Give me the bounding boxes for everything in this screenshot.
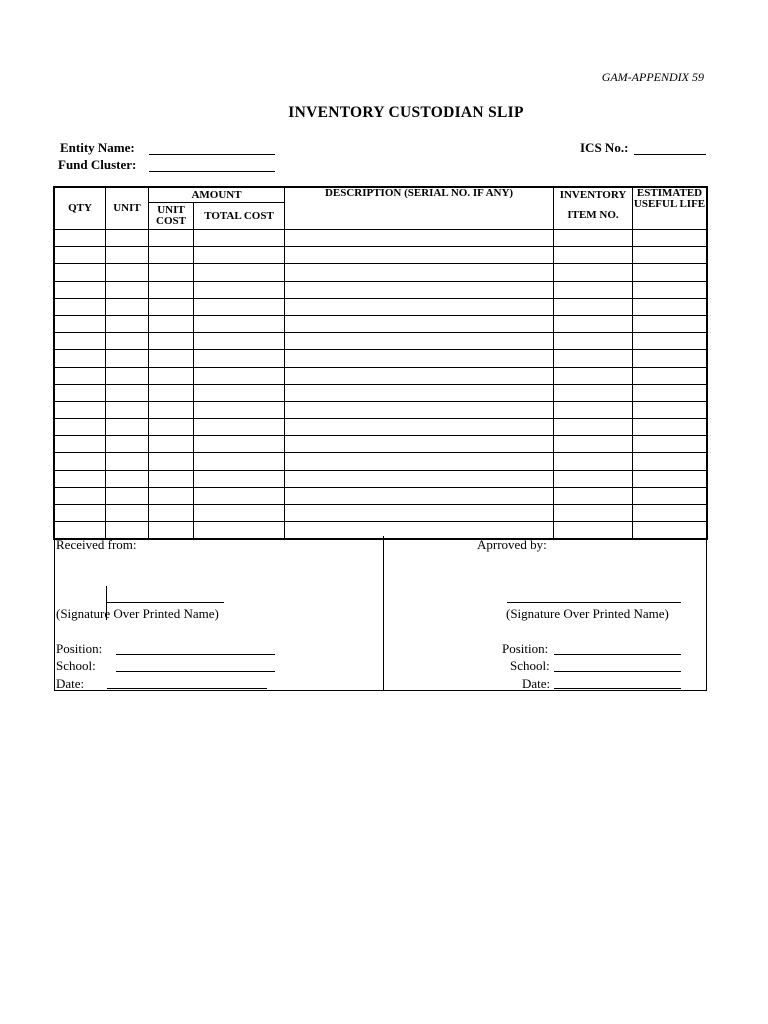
total-cost-cell[interactable] bbox=[194, 298, 285, 315]
approved-school-field[interactable] bbox=[554, 671, 681, 672]
inventory-header: INVENTORY bbox=[554, 188, 633, 203]
unit-cost-cell[interactable] bbox=[149, 281, 194, 298]
qty-header: QTY bbox=[55, 188, 106, 230]
useful-life-cell[interactable] bbox=[633, 384, 707, 401]
useful-life-cell[interactable] bbox=[633, 350, 707, 367]
table-row bbox=[55, 298, 707, 315]
table-row bbox=[55, 453, 707, 470]
table-row bbox=[55, 247, 707, 264]
qty-cell[interactable] bbox=[55, 401, 106, 418]
description-cell[interactable] bbox=[285, 367, 554, 384]
estimated-useful-life-header: ESTIMATED USEFUL LIFE bbox=[633, 188, 707, 230]
useful-life-cell[interactable] bbox=[633, 281, 707, 298]
qty-cell[interactable] bbox=[55, 298, 106, 315]
unit-cost-cell[interactable] bbox=[149, 453, 194, 470]
received-from-signature-line[interactable] bbox=[106, 602, 224, 603]
item-no-cell[interactable] bbox=[554, 247, 633, 264]
item-no-cell[interactable] bbox=[554, 367, 633, 384]
received-date-label: Date: bbox=[56, 676, 85, 691]
qty-cell[interactable] bbox=[55, 264, 106, 281]
qty-cell[interactable] bbox=[55, 315, 106, 332]
approved-date-field[interactable] bbox=[554, 688, 681, 689]
unit-cost-cell[interactable] bbox=[149, 470, 194, 487]
useful-life-cell[interactable] bbox=[633, 367, 707, 384]
unit-cost-cell[interactable] bbox=[149, 315, 194, 332]
unit-cost-cell[interactable] bbox=[149, 350, 194, 367]
table-row bbox=[55, 367, 707, 384]
useful-life-cell[interactable] bbox=[633, 470, 707, 487]
entity-name-field[interactable] bbox=[149, 141, 275, 155]
item-no-cell[interactable] bbox=[554, 505, 633, 522]
total-cost-cell[interactable] bbox=[194, 436, 285, 453]
total-cost-cell[interactable] bbox=[194, 333, 285, 350]
description-cell[interactable] bbox=[285, 487, 554, 504]
unit-cost-cell[interactable] bbox=[149, 298, 194, 315]
approved-school-label: School: bbox=[510, 658, 550, 673]
description-cell[interactable] bbox=[285, 350, 554, 367]
table-row bbox=[55, 350, 707, 367]
table-row bbox=[55, 333, 707, 350]
table-row bbox=[55, 315, 707, 332]
qty-cell[interactable] bbox=[55, 505, 106, 522]
total-cost-cell[interactable] bbox=[194, 419, 285, 436]
description-cell[interactable] bbox=[285, 436, 554, 453]
description-cell[interactable] bbox=[285, 281, 554, 298]
description-cell[interactable] bbox=[285, 470, 554, 487]
description-header: DESCRIPTION (SERIAL NO. IF ANY) bbox=[285, 188, 554, 230]
unit-cost-cell[interactable] bbox=[149, 401, 194, 418]
received-from-signature-caption: (Signature Over Printed Name) bbox=[56, 606, 219, 621]
unit-cell[interactable] bbox=[106, 264, 149, 281]
table-row bbox=[55, 505, 707, 522]
table-row bbox=[55, 281, 707, 298]
unit-cell[interactable] bbox=[106, 505, 149, 522]
total-cost-cell[interactable] bbox=[194, 384, 285, 401]
useful-life-cell[interactable] bbox=[633, 247, 707, 264]
item-no-cell[interactable] bbox=[554, 401, 633, 418]
qty-cell[interactable] bbox=[55, 230, 106, 247]
unit-cell[interactable] bbox=[106, 436, 149, 453]
description-cell[interactable] bbox=[285, 505, 554, 522]
table-row bbox=[55, 264, 707, 281]
qty-cell[interactable] bbox=[55, 487, 106, 504]
qty-cell[interactable] bbox=[55, 333, 106, 350]
approved-position-label: Position: bbox=[502, 641, 549, 656]
unit-cost-cell[interactable] bbox=[149, 505, 194, 522]
unit-cell[interactable] bbox=[106, 350, 149, 367]
item-no-cell[interactable] bbox=[554, 487, 633, 504]
unit-cell[interactable] bbox=[106, 401, 149, 418]
unit-cost-cell[interactable] bbox=[149, 230, 194, 247]
table-row bbox=[55, 487, 707, 504]
useful-life-cell[interactable] bbox=[633, 333, 707, 350]
qty-cell[interactable] bbox=[55, 470, 106, 487]
total-cost-cell[interactable] bbox=[194, 281, 285, 298]
useful-life-cell[interactable] bbox=[633, 419, 707, 436]
description-cell[interactable] bbox=[285, 453, 554, 470]
total-cost-cell[interactable] bbox=[194, 315, 285, 332]
item-no-cell[interactable] bbox=[554, 350, 633, 367]
unit-cell[interactable] bbox=[106, 453, 149, 470]
unit-cell[interactable] bbox=[106, 298, 149, 315]
total-cost-cell[interactable] bbox=[194, 505, 285, 522]
total-cost-cell[interactable] bbox=[194, 230, 285, 247]
unit-header: UNIT bbox=[106, 188, 149, 230]
unit-cell[interactable] bbox=[106, 487, 149, 504]
description-cell[interactable] bbox=[285, 315, 554, 332]
unit-cost-cell[interactable] bbox=[149, 247, 194, 264]
item-no-cell[interactable] bbox=[554, 470, 633, 487]
item-no-cell[interactable] bbox=[554, 453, 633, 470]
table-row bbox=[55, 401, 707, 418]
signature-divider bbox=[383, 536, 384, 690]
useful-life-cell[interactable] bbox=[633, 487, 707, 504]
item-no-cell[interactable] bbox=[554, 436, 633, 453]
unit-cost-cell[interactable] bbox=[149, 264, 194, 281]
description-cell[interactable] bbox=[285, 298, 554, 315]
amount-header: AMOUNT bbox=[149, 188, 285, 203]
unit-cost-cell[interactable] bbox=[149, 487, 194, 504]
unit-cell[interactable] bbox=[106, 247, 149, 264]
description-cell[interactable] bbox=[285, 384, 554, 401]
item-no-cell[interactable] bbox=[554, 298, 633, 315]
unit-cost-cell[interactable] bbox=[149, 333, 194, 350]
qty-cell[interactable] bbox=[55, 453, 106, 470]
fund-cluster-label: Fund Cluster: bbox=[58, 157, 137, 172]
received-from-label: Received from: bbox=[56, 537, 137, 552]
useful-life-cell[interactable] bbox=[633, 505, 707, 522]
useful-life-cell[interactable] bbox=[633, 264, 707, 281]
qty-cell[interactable] bbox=[55, 419, 106, 436]
unit-cell[interactable] bbox=[106, 281, 149, 298]
table-row bbox=[55, 470, 707, 487]
unit-cost-cell[interactable] bbox=[149, 367, 194, 384]
fund-cluster-field[interactable] bbox=[149, 158, 275, 172]
qty-cell[interactable] bbox=[55, 350, 106, 367]
form-title: INVENTORY CUSTODIAN SLIP bbox=[288, 104, 524, 121]
ics-no-field[interactable] bbox=[634, 141, 706, 155]
unit-cost-cell[interactable] bbox=[149, 419, 194, 436]
item-no-cell[interactable] bbox=[554, 230, 633, 247]
description-cell[interactable] bbox=[285, 247, 554, 264]
received-position-field[interactable] bbox=[116, 654, 275, 655]
total-cost-cell[interactable] bbox=[194, 453, 285, 470]
unit-cost-header: UNIT COST bbox=[149, 203, 194, 230]
ics-no-label: ICS No.: bbox=[580, 140, 629, 155]
useful-life-cell[interactable] bbox=[633, 315, 707, 332]
received-school-field[interactable] bbox=[116, 671, 275, 672]
total-cost-cell[interactable] bbox=[194, 247, 285, 264]
received-school-label: School: bbox=[56, 658, 96, 673]
unit-cell[interactable] bbox=[106, 315, 149, 332]
inventory-table bbox=[54, 187, 707, 539]
description-cell[interactable] bbox=[285, 230, 554, 247]
description-cell[interactable] bbox=[285, 264, 554, 281]
appendix-label: GAM-APPENDIX 59 bbox=[601, 70, 704, 84]
table-row bbox=[55, 230, 707, 247]
qty-cell[interactable] bbox=[55, 367, 106, 384]
item-no-cell[interactable] bbox=[554, 419, 633, 436]
qty-cell[interactable] bbox=[55, 384, 106, 401]
received-date-field[interactable] bbox=[107, 688, 267, 689]
unit-cell[interactable] bbox=[106, 367, 149, 384]
unit-cost-cell[interactable] bbox=[149, 436, 194, 453]
description-cell[interactable] bbox=[285, 419, 554, 436]
approved-by-label: Aprroved by: bbox=[477, 537, 547, 552]
total-cost-cell[interactable] bbox=[194, 401, 285, 418]
unit-cell[interactable] bbox=[106, 419, 149, 436]
useful-life-cell[interactable] bbox=[633, 436, 707, 453]
item-no-cell[interactable] bbox=[554, 264, 633, 281]
table-row bbox=[55, 436, 707, 453]
total-cost-cell[interactable] bbox=[194, 350, 285, 367]
approved-by-signature-caption: (Signature Over Printed Name) bbox=[506, 606, 669, 621]
item-no-cell[interactable] bbox=[554, 315, 633, 332]
unit-cell[interactable] bbox=[106, 333, 149, 350]
total-cost-header: TOTAL COST bbox=[194, 203, 285, 230]
unit-cell[interactable] bbox=[106, 230, 149, 247]
total-cost-cell[interactable] bbox=[194, 264, 285, 281]
unit-cost-cell[interactable] bbox=[149, 384, 194, 401]
total-cost-cell[interactable] bbox=[194, 470, 285, 487]
received-position-label: Position: bbox=[56, 641, 103, 656]
useful-life-cell[interactable] bbox=[633, 230, 707, 247]
approved-date-label: Date: bbox=[522, 676, 551, 691]
item-no-header: ITEM NO. bbox=[554, 203, 633, 230]
unit-cell[interactable] bbox=[106, 384, 149, 401]
qty-cell[interactable] bbox=[55, 436, 106, 453]
description-cell[interactable] bbox=[285, 333, 554, 350]
item-no-cell[interactable] bbox=[554, 333, 633, 350]
approved-by-signature-line[interactable] bbox=[507, 602, 681, 603]
item-no-cell[interactable] bbox=[554, 384, 633, 401]
useful-life-cell[interactable] bbox=[633, 401, 707, 418]
useful-life-cell[interactable] bbox=[633, 453, 707, 470]
qty-cell[interactable] bbox=[55, 247, 106, 264]
total-cost-cell[interactable] bbox=[194, 367, 285, 384]
unit-cell[interactable] bbox=[106, 470, 149, 487]
useful-life-cell[interactable] bbox=[633, 298, 707, 315]
table-row bbox=[55, 419, 707, 436]
entity-name-label: Entity Name: bbox=[60, 140, 135, 155]
total-cost-cell[interactable] bbox=[194, 487, 285, 504]
table-row bbox=[55, 384, 707, 401]
qty-cell[interactable] bbox=[55, 281, 106, 298]
item-no-cell[interactable] bbox=[554, 281, 633, 298]
approved-position-field[interactable] bbox=[554, 654, 681, 655]
description-cell[interactable] bbox=[285, 401, 554, 418]
signature-block bbox=[54, 536, 707, 691]
